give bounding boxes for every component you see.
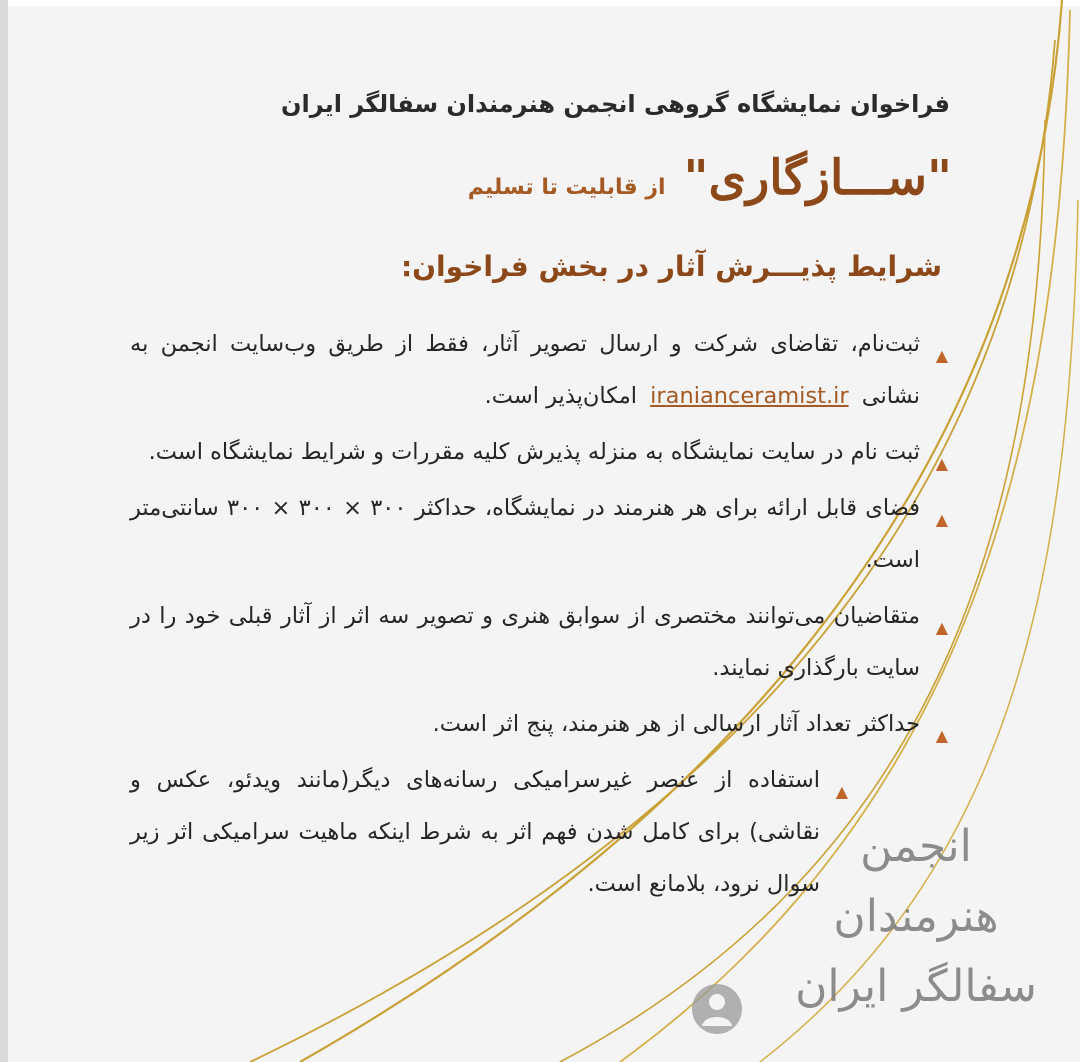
list-item — [130, 482, 950, 586]
exhibition-name: "ســـازگاری" — [683, 150, 952, 206]
triangle-bullet-icon: ▲ — [935, 346, 948, 365]
list-item — [130, 590, 950, 694]
triangle-bullet-icon: ▲ — [935, 454, 948, 473]
list-item-nested — [130, 754, 850, 910]
website-link[interactable]: iranianceramist.ir — [650, 383, 849, 409]
triangle-bullet-icon: ▲ — [935, 726, 948, 745]
triangle-bullet-icon: ▲ — [935, 618, 948, 637]
triangle-bullet-icon: ▲ — [835, 782, 848, 801]
watermark-line: هنرمندان — [833, 891, 999, 942]
section-heading: شرایط پذیـــرش آثار در بخش فراخوان: — [400, 250, 942, 283]
exhibition-title — [468, 150, 952, 206]
list-item — [130, 318, 950, 422]
list-item-text: حداکثر تعداد آثار ارسالی از هر هنرمند، پنج اثر است. — [432, 711, 920, 737]
list-item-text: متقاضیان می‌توانند مختصری از سوابق هنری و تصویر سه اثر از آثار قبلی خود را در سایت بارگذاری نمایند. — [130, 603, 920, 681]
triangle-bullet-icon: ▲ — [935, 510, 948, 529]
list-item-text: فضای قابل ارائه برای هر هنرمند در نمایشگاه، حداکثر ۳۰۰ × ۳۰۰ × ۳۰۰ سانتی‌متر است. — [130, 495, 921, 573]
watermark-line: سفالگر ایران — [795, 961, 1037, 1012]
list-item-text: امکان‌پذیر است. — [484, 383, 637, 409]
list-item-text: استفاده از عنصر غیرسرامیکی رسانه‌های دیگر(مانند ویدئو، عکس و نقاشی) برای کامل شدن فهم اثر به شرط اینکه ماهیت سرامیکی اثر زیر سوال نرود، بلامانع است. — [130, 767, 820, 897]
exhibition-subtitle: از قابلیت تا تسلیم — [467, 175, 666, 200]
list-item-text: ثبت نام در سایت نمایشگاه به منزله پذیرش کلیه مقررات و شرایط نمایشگاه است. — [148, 439, 920, 465]
list-item-text: ثبت‌نام، تقاضای شرکت و ارسال تصویر آثار، فقط از طریق وب‌سایت انجمن به نشانی — [130, 331, 920, 409]
watermark-line: انجمن — [860, 821, 972, 872]
call-title: فراخوان نمایشگاه گروهی انجمن هنرمندان سفالگر ایران — [281, 90, 950, 118]
list-item — [130, 698, 950, 750]
user-avatar-icon — [690, 982, 744, 1036]
association-watermark — [786, 812, 1046, 1022]
list-item — [130, 426, 950, 478]
